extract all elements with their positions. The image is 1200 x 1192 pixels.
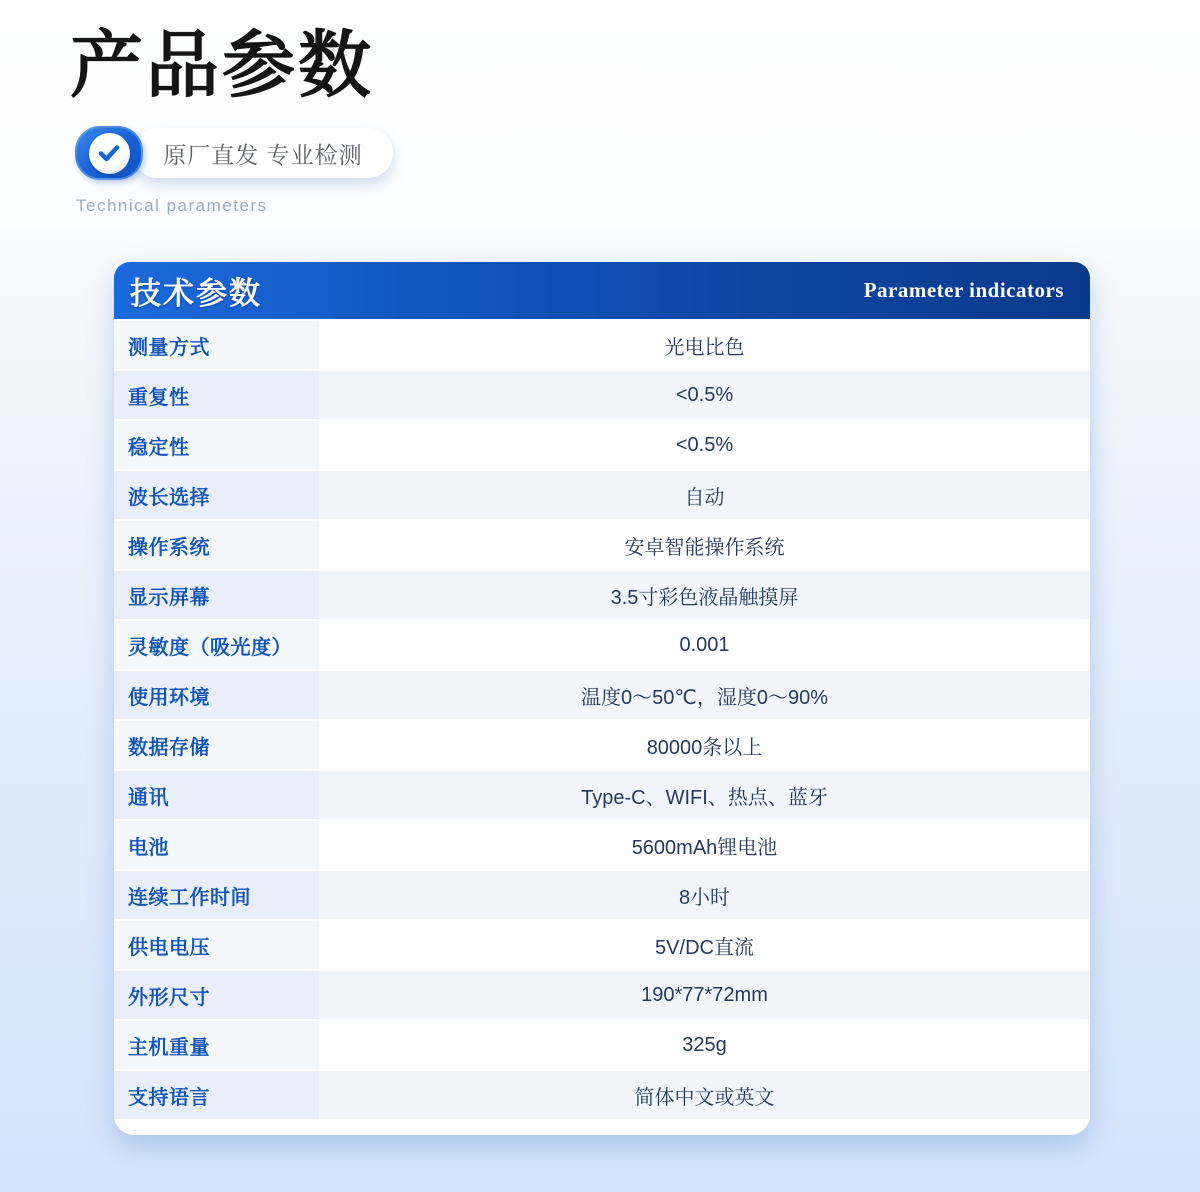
table-row bbox=[114, 621, 1090, 669]
table-row bbox=[114, 421, 1090, 469]
param-value: Type-C、WIFI、热点、蓝牙 bbox=[319, 771, 1090, 819]
param-label: 重复性 bbox=[114, 371, 319, 419]
spec-table bbox=[114, 319, 1090, 1121]
param-value: <0.5% bbox=[319, 421, 1090, 469]
param-label: 操作系统 bbox=[114, 521, 319, 569]
table-row bbox=[114, 521, 1090, 569]
page-title: 产品参数 bbox=[70, 25, 374, 106]
check-icon bbox=[89, 133, 130, 174]
param-value: 安卓智能操作系统 bbox=[319, 521, 1090, 569]
spec-header-title-zh: 技术参数 bbox=[130, 276, 262, 311]
param-value: 8小时 bbox=[319, 871, 1090, 919]
spec-card bbox=[114, 262, 1090, 1135]
table-row bbox=[114, 1021, 1090, 1069]
param-label: 使用环境 bbox=[114, 671, 319, 719]
spec-header-title-en: Parameter indicators bbox=[863, 278, 1064, 302]
table-row bbox=[114, 721, 1090, 769]
param-value: 325g bbox=[319, 1021, 1090, 1069]
table-row bbox=[114, 771, 1090, 819]
table-row bbox=[114, 1071, 1090, 1119]
param-value: 5V/DC直流 bbox=[319, 921, 1090, 969]
param-value: <0.5% bbox=[319, 371, 1090, 419]
param-value: 5600mAh锂电池 bbox=[319, 821, 1090, 869]
table-row bbox=[114, 871, 1090, 919]
table-row bbox=[114, 371, 1090, 419]
param-label: 外形尺寸 bbox=[114, 971, 319, 1019]
table-row bbox=[114, 321, 1090, 369]
param-label: 通讯 bbox=[114, 771, 319, 819]
badge-label: 原厂直发 专业检测 bbox=[163, 141, 363, 168]
table-row bbox=[114, 821, 1090, 869]
param-value: 温度0～50℃，湿度0～90% bbox=[319, 671, 1090, 719]
param-label: 波长选择 bbox=[114, 471, 319, 519]
table-row bbox=[114, 471, 1090, 519]
param-label: 支持语言 bbox=[114, 1071, 319, 1119]
badge-icon-block bbox=[75, 126, 143, 180]
param-value: 自动 bbox=[319, 471, 1090, 519]
table-row bbox=[114, 971, 1090, 1019]
param-value: 3.5寸彩色液晶触摸屏 bbox=[319, 571, 1090, 619]
param-label: 测量方式 bbox=[114, 321, 319, 369]
spec-card-header bbox=[114, 262, 1090, 319]
param-label: 电池 bbox=[114, 821, 319, 869]
param-value: 80000条以上 bbox=[319, 721, 1090, 769]
param-value: 190*77*72mm bbox=[319, 971, 1090, 1019]
param-label: 灵敏度（吸光度） bbox=[114, 621, 319, 669]
badge-pill bbox=[133, 128, 393, 178]
param-label: 主机重量 bbox=[114, 1021, 319, 1069]
param-label: 数据存储 bbox=[114, 721, 319, 769]
param-value: 光电比色 bbox=[319, 321, 1090, 369]
table-row bbox=[114, 921, 1090, 969]
table-row bbox=[114, 571, 1090, 619]
param-label: 供电电压 bbox=[114, 921, 319, 969]
param-value: 0.001 bbox=[319, 621, 1090, 669]
subtitle-english: Technical parameters bbox=[76, 196, 268, 215]
param-label: 连续工作时间 bbox=[114, 871, 319, 919]
param-value: 简体中文或英文 bbox=[319, 1071, 1090, 1119]
table-row bbox=[114, 671, 1090, 719]
spec-table-body bbox=[114, 321, 1090, 1119]
param-label: 稳定性 bbox=[114, 421, 319, 469]
quality-badge bbox=[75, 126, 395, 180]
param-label: 显示屏幕 bbox=[114, 571, 319, 619]
